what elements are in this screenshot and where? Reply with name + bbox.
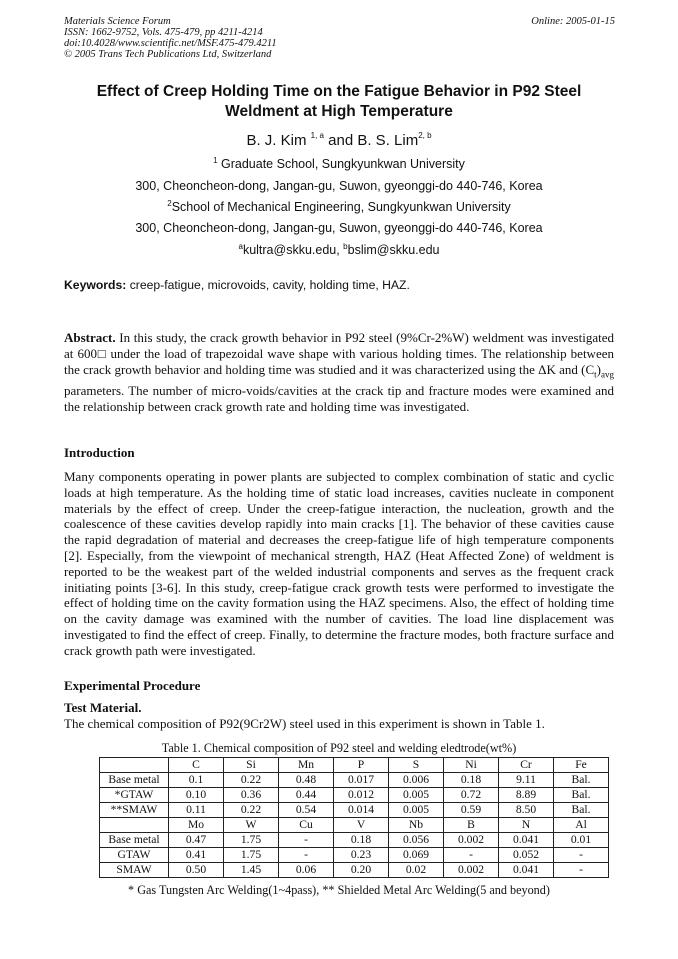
table-cell: 0.47 <box>169 833 224 848</box>
table-cell: 0.50 <box>169 863 224 878</box>
table-cell: 0.48 <box>279 773 334 788</box>
table-cell: 0.069 <box>389 848 444 863</box>
abstract-avg-sub: avg <box>601 369 614 380</box>
row-label-cell: GTAW <box>100 848 169 863</box>
affiliation-2-name: School of Mechanical Engineering, Sungkyunkwan University <box>171 200 511 214</box>
journal-name: Materials Science Forum <box>64 16 171 27</box>
table-cell: W <box>224 818 279 833</box>
table-cell: Bal. <box>554 788 609 803</box>
row-label-cell <box>100 818 169 833</box>
table-cell: - <box>554 863 609 878</box>
table-cell: 0.01 <box>554 833 609 848</box>
table-cell: 0.006 <box>389 773 444 788</box>
email-line <box>60 243 618 257</box>
affiliation-2-mark: 2 <box>167 199 172 208</box>
abstract <box>64 330 614 415</box>
table-cell: 0.11 <box>169 803 224 818</box>
affiliation-1-mark: 1 <box>213 156 218 165</box>
row-label-cell <box>100 758 169 773</box>
table-cell: 9.11 <box>499 773 554 788</box>
table-row <box>100 773 609 788</box>
affiliation-1-address: 300, Cheoncheon-dong, Jangan-gu, Suwon, gyeonggi-do 440-746, Korea <box>135 179 543 193</box>
table-row <box>100 788 609 803</box>
affiliation-1-name: Graduate School, Sungkyunkwan University <box>217 157 465 171</box>
table-cell: - <box>554 848 609 863</box>
row-label-cell: Base metal <box>100 773 169 788</box>
row-label-cell: Base metal <box>100 833 169 848</box>
paper-title <box>60 82 618 122</box>
table-cell: P <box>334 758 389 773</box>
abstract-label: Abstract. <box>64 330 116 345</box>
author-line <box>60 132 618 149</box>
section-heading-introduction: Introduction <box>64 445 135 460</box>
online-date: Online: 2005-01-15 <box>531 16 615 27</box>
table-cell: Mn <box>279 758 334 773</box>
author-2-affil: 2, b <box>418 131 432 140</box>
table-caption: Table 1. Chemical composition of P92 steel and welding eledtrode(wt%) <box>161 741 517 755</box>
table-cell: 0.017 <box>334 773 389 788</box>
table-cell: 1.75 <box>224 848 279 863</box>
table-cell: V <box>334 818 389 833</box>
affiliation-2 <box>60 200 618 214</box>
table-cell: 0.041 <box>499 833 554 848</box>
row-label-cell: **SMAW <box>100 803 169 818</box>
table-cell: 0.22 <box>224 773 279 788</box>
subsection-heading-test-material: Test Material. <box>64 700 142 715</box>
table-cell: Si <box>224 758 279 773</box>
table-cell: 0.22 <box>224 803 279 818</box>
table-cell: 0.20 <box>334 863 389 878</box>
journal-copyright: © 2005 Trans Tech Publications Ltd, Switzerland <box>64 49 272 60</box>
table-cell: 0.052 <box>499 848 554 863</box>
table-row <box>100 863 609 878</box>
table-cell: 0.005 <box>389 803 444 818</box>
affiliation-1 <box>60 157 618 171</box>
email-a-mark: a <box>238 242 243 251</box>
table-footnote: * Gas Tungsten Arc Welding(1~4pass), ** Shielded Metal Arc Welding(5 and beyond) <box>128 883 550 897</box>
table-cell: 0.002 <box>444 833 499 848</box>
author-1-affil: 1, a <box>310 131 324 140</box>
table-cell: 0.72 <box>444 788 499 803</box>
table-cell: 0.012 <box>334 788 389 803</box>
table-cell: Al <box>554 818 609 833</box>
section-heading-experimental: Experimental Procedure <box>64 678 201 693</box>
table-cell: 8.89 <box>499 788 554 803</box>
table-cell: Fe <box>554 758 609 773</box>
abstract-text-1: In this study, the crack growth behavior in P92 steel (9%Cr-2%W) weldment was investigated at 600□ under the load of trapezoidal wave shape with various holding times. The relationship between the crack growth behavior and holding time was studied and it was characterized using the ΔK and (C <box>64 330 614 377</box>
table-cell: 0.59 <box>444 803 499 818</box>
author-and: and <box>323 132 358 149</box>
table-header-row <box>100 818 609 833</box>
keywords-label: Keywords: <box>64 278 127 292</box>
table-cell: 1.45 <box>224 863 279 878</box>
table-header-row <box>100 758 609 773</box>
experimental-paragraph: The chemical composition of P92(9Cr2W) steel used in this experiment is shown in Table 1. <box>64 716 545 731</box>
email-b: bslim@skku.edu <box>347 243 440 257</box>
table-cell: N <box>499 818 554 833</box>
table-cell: - <box>279 848 334 863</box>
table-cell: 0.10 <box>169 788 224 803</box>
table-cell: 0.06 <box>279 863 334 878</box>
table-cell: S <box>389 758 444 773</box>
composition-table <box>99 757 609 878</box>
table-cell: 0.23 <box>334 848 389 863</box>
table-cell: Bal. <box>554 803 609 818</box>
row-label-cell: *GTAW <box>100 788 169 803</box>
table-cell: 8.50 <box>499 803 554 818</box>
keywords <box>64 278 410 292</box>
table-cell: C <box>169 758 224 773</box>
table-cell: Cr <box>499 758 554 773</box>
table-cell: 0.18 <box>334 833 389 848</box>
table-cell: 0.056 <box>389 833 444 848</box>
table-cell: 0.014 <box>334 803 389 818</box>
table-cell: Ni <box>444 758 499 773</box>
row-label-cell: SMAW <box>100 863 169 878</box>
table-cell: 0.02 <box>389 863 444 878</box>
abstract-text-2: parameters. The number of micro-voids/cavities at the crack tip and fracture modes were examined and the relationship between crack growth rate and holding time was investigated. <box>64 382 614 414</box>
author-1: B. J. Kim <box>246 132 307 149</box>
table-cell: 0.36 <box>224 788 279 803</box>
table-cell: 0.41 <box>169 848 224 863</box>
table-row <box>100 833 609 848</box>
journal-doi: doi:10.4028/www.scientific.net/MSF.475-479.4211 <box>64 38 277 49</box>
abstract-paren: ) <box>596 361 601 377</box>
journal-issn: ISSN: 1662-9752, Vols. 475-479, pp 4211-4214 <box>64 27 263 38</box>
table-cell: Nb <box>389 818 444 833</box>
table-cell: 0.005 <box>389 788 444 803</box>
table-cell: 1.75 <box>224 833 279 848</box>
table-cell: Mo <box>169 818 224 833</box>
abstract-ct-sub: t <box>594 369 597 380</box>
table-cell: B <box>444 818 499 833</box>
table-cell: 0.18 <box>444 773 499 788</box>
keywords-text: creep-fatigue, microvoids, cavity, holding time, HAZ. <box>126 278 410 292</box>
composition-table-body <box>100 758 609 878</box>
paper-title-line2: Weldment at High Temperature <box>225 103 453 120</box>
table-cell: Cu <box>279 818 334 833</box>
table-cell: 0.44 <box>279 788 334 803</box>
email-b-mark: b <box>343 242 348 251</box>
table-cell: 0.002 <box>444 863 499 878</box>
table-cell: - <box>444 848 499 863</box>
email-a: kultra@skku.edu, <box>242 243 344 257</box>
table-cell: 0.54 <box>279 803 334 818</box>
table-row <box>100 803 609 818</box>
paper-title-line1: Effect of Creep Holding Time on the Fatigue Behavior in P92 Steel <box>96 83 582 100</box>
table-cell: 0.1 <box>169 773 224 788</box>
introduction-paragraph: Many components operating in power plants are subjected to complex combination of static and cyclic loads at high temperature. As the holding time of static load increases, cavities nucleate in component materials by the effect of creep. Under the creep-fatigue interaction, the nucleation, growth and the coalescence of these cavities develop rapidly into main cracks [1]. The behavior of these cavities cause the rapid degradation of material and decreases the creep-fatigue life of high temperature components [2]. Especially, from the viewpoint of mechanical strength, HAZ (Heat Affected Zone) of weldment is reported to be the weakest part of the welded industrial components and serves as the frequent crack initiating points [3-6]. In this study, creep-fatigue crack growth tests were performed to investigate the effect of holding time on the cavity formation using the HAZ specimens. Also, the effect of holding time on the cavity damage was examined with the number of cavities. The load line displacement was investigated to find the effect of creep. Finally, to determine the fracture modes, both fracture surface and crack growth path were investigated. <box>64 469 614 658</box>
table-cell: Bal. <box>554 773 609 788</box>
author-2: B. S. Lim <box>357 132 419 149</box>
table-cell: 0.041 <box>499 863 554 878</box>
table-cell: - <box>279 833 334 848</box>
table-row <box>100 848 609 863</box>
affiliation-2-address: 300, Cheoncheon-dong, Jangan-gu, Suwon, gyeonggi-do 440-746, Korea <box>135 221 543 235</box>
journal-header <box>64 16 277 60</box>
